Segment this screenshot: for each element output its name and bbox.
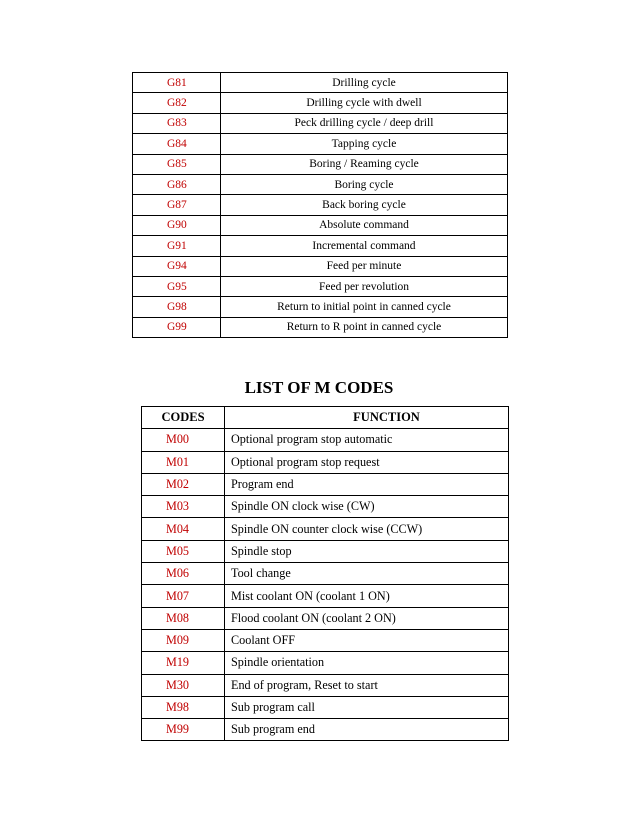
m-code-row bbox=[142, 540, 509, 562]
m-code-row bbox=[142, 652, 509, 674]
g-code-table bbox=[132, 72, 508, 338]
g-code-description-cell: Absolute command bbox=[221, 215, 508, 235]
m-code-function-cell: Spindle orientation bbox=[225, 652, 509, 674]
m-code-cell: M04 bbox=[142, 518, 225, 540]
m-code-cell: M99 bbox=[142, 719, 225, 741]
g-code-cell: G94 bbox=[133, 256, 221, 276]
codes-column-header: CODES bbox=[142, 407, 225, 429]
g-code-row bbox=[133, 134, 508, 154]
m-code-table-head bbox=[142, 407, 509, 429]
m-code-row bbox=[142, 473, 509, 495]
m-code-table bbox=[141, 406, 509, 741]
g-code-cell: G82 bbox=[133, 93, 221, 113]
m-code-cell: M05 bbox=[142, 540, 225, 562]
m-code-function-cell: Spindle ON clock wise (CW) bbox=[225, 496, 509, 518]
m-code-row bbox=[142, 674, 509, 696]
m-code-cell: M01 bbox=[142, 451, 225, 473]
m-code-function-cell: Optional program stop automatic bbox=[225, 429, 509, 451]
g-code-description-cell: Tapping cycle bbox=[221, 134, 508, 154]
m-code-cell: M30 bbox=[142, 674, 225, 696]
g-code-description-cell: Return to initial point in canned cycle bbox=[221, 297, 508, 317]
m-code-function-cell: Optional program stop request bbox=[225, 451, 509, 473]
m-code-function-cell: Spindle ON counter clock wise (CCW) bbox=[225, 518, 509, 540]
g-code-description-cell: Boring / Reaming cycle bbox=[221, 154, 508, 174]
m-code-row bbox=[142, 518, 509, 540]
g-code-description-cell: Boring cycle bbox=[221, 174, 508, 194]
g-code-row bbox=[133, 297, 508, 317]
g-code-description-cell: Back boring cycle bbox=[221, 195, 508, 215]
g-code-cell: G99 bbox=[133, 317, 221, 337]
m-code-cell: M08 bbox=[142, 607, 225, 629]
m-code-cell: M07 bbox=[142, 585, 225, 607]
m-code-row bbox=[142, 696, 509, 718]
m-code-cell: M00 bbox=[142, 429, 225, 451]
m-codes-heading-text: LIST OF M CODES bbox=[244, 378, 394, 397]
g-code-description-cell: Incremental command bbox=[221, 236, 508, 256]
g-code-cell: G86 bbox=[133, 174, 221, 194]
m-code-function-cell: Program end bbox=[225, 473, 509, 495]
m-code-header-row bbox=[142, 407, 509, 429]
m-code-cell: M03 bbox=[142, 496, 225, 518]
m-code-function-cell: Sub program end bbox=[225, 719, 509, 741]
g-code-table-body bbox=[133, 73, 508, 338]
m-code-row bbox=[142, 496, 509, 518]
g-code-row bbox=[133, 113, 508, 133]
g-code-row bbox=[133, 276, 508, 296]
m-code-cell: M19 bbox=[142, 652, 225, 674]
m-code-row bbox=[142, 451, 509, 473]
g-code-description-cell: Peck drilling cycle / deep drill bbox=[221, 113, 508, 133]
m-code-row bbox=[142, 429, 509, 451]
g-code-description-cell: Feed per revolution bbox=[221, 276, 508, 296]
g-code-row bbox=[133, 236, 508, 256]
g-code-description-cell: Feed per minute bbox=[221, 256, 508, 276]
g-code-cell: G85 bbox=[133, 154, 221, 174]
g-code-description-cell: Drilling cycle with dwell bbox=[221, 93, 508, 113]
m-code-function-cell: Coolant OFF bbox=[225, 629, 509, 651]
m-code-cell: M06 bbox=[142, 563, 225, 585]
m-code-function-cell: Flood coolant ON (coolant 2 ON) bbox=[225, 607, 509, 629]
g-code-row bbox=[133, 195, 508, 215]
g-code-cell: G83 bbox=[133, 113, 221, 133]
g-code-cell: G95 bbox=[133, 276, 221, 296]
g-code-row bbox=[133, 154, 508, 174]
m-code-row bbox=[142, 607, 509, 629]
m-code-function-cell: Sub program call bbox=[225, 696, 509, 718]
m-code-row bbox=[142, 719, 509, 741]
g-code-cell: G81 bbox=[133, 73, 221, 93]
m-code-cell: M09 bbox=[142, 629, 225, 651]
g-code-row bbox=[133, 317, 508, 337]
m-code-cell: M02 bbox=[142, 473, 225, 495]
g-code-cell: G91 bbox=[133, 236, 221, 256]
g-code-cell: G87 bbox=[133, 195, 221, 215]
g-code-cell: G98 bbox=[133, 297, 221, 317]
g-code-row bbox=[133, 256, 508, 276]
g-code-description-cell: Drilling cycle bbox=[221, 73, 508, 93]
m-code-row bbox=[142, 629, 509, 651]
m-code-function-cell: Tool change bbox=[225, 563, 509, 585]
g-code-row bbox=[133, 73, 508, 93]
m-code-function-cell: Spindle stop bbox=[225, 540, 509, 562]
g-code-description-cell: Return to R point in canned cycle bbox=[221, 317, 508, 337]
m-codes-heading bbox=[0, 378, 638, 398]
m-code-row bbox=[142, 585, 509, 607]
m-code-cell: M98 bbox=[142, 696, 225, 718]
g-code-row bbox=[133, 174, 508, 194]
m-code-row bbox=[142, 563, 509, 585]
m-code-table-body bbox=[142, 429, 509, 741]
g-code-cell: G90 bbox=[133, 215, 221, 235]
g-code-row bbox=[133, 215, 508, 235]
m-code-function-cell: Mist coolant ON (coolant 1 ON) bbox=[225, 585, 509, 607]
function-column-header: FUNCTION bbox=[225, 407, 509, 429]
g-code-cell: G84 bbox=[133, 134, 221, 154]
g-code-row bbox=[133, 93, 508, 113]
m-code-function-cell: End of program, Reset to start bbox=[225, 674, 509, 696]
